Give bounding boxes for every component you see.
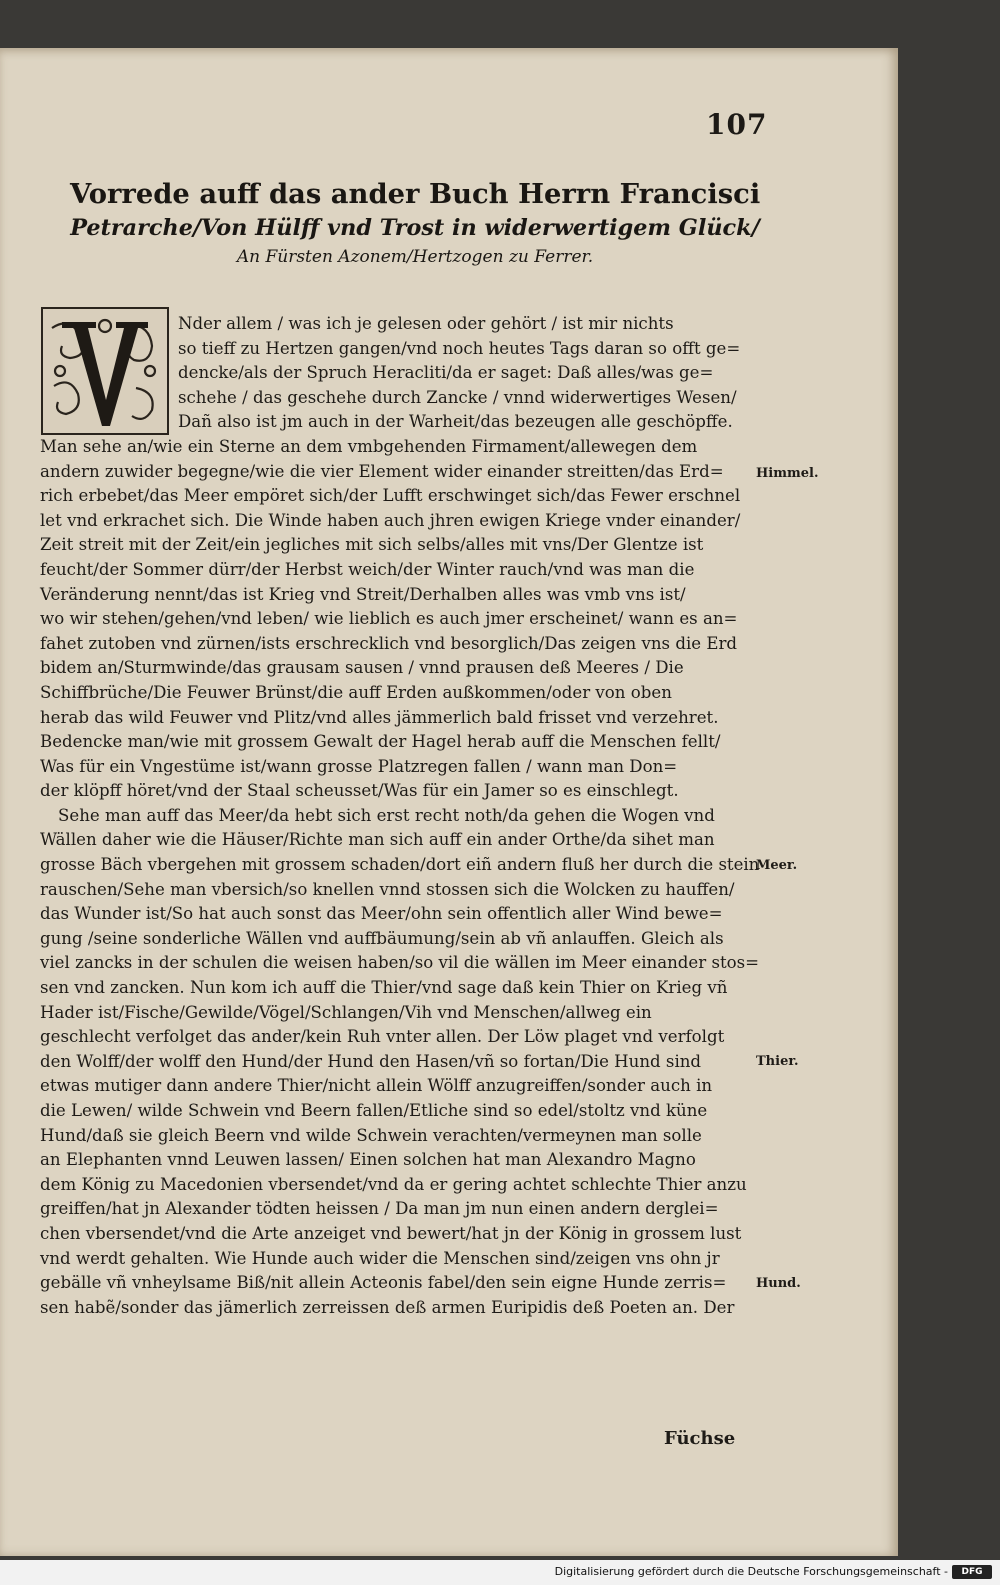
catchword: Füchse (664, 1428, 736, 1449)
footer-bar (0, 1560, 1000, 1585)
heading-line-1: Vorrede auff das ander Buch Herrn Francisci (70, 178, 761, 210)
text-line: andern zuwider begegne/wie die vier Element wider einander streitten/das Erd= (40, 461, 724, 481)
text-line: Man sehe an/wie ein Sterne an dem vmbgehenden Firmament/allewegen dem (40, 436, 698, 456)
page-number: 107 (706, 108, 768, 141)
text-line: greiffen/hat jn Alexander tödten heissen / Da man jm nun einen andern derglei= (40, 1199, 719, 1219)
text-line: fahet zutoben vnd zürnen/ists erschrecklich vnd besorglich/Das zeigen vns die Erd (40, 633, 738, 653)
text-line: gebälle vñ vnheylsame Biß/nit allein Acteonis fabel/den sein eigne Hunde zerris= (40, 1273, 727, 1293)
text-line: sen vnd zancken. Nun kom ich auff die Thier/vnd sage daß kein Thier on Krieg vñ (40, 978, 728, 998)
chapter-heading (70, 176, 760, 270)
text-line: let vnd erkrachet sich. Die Winde haben auch jhren ewigen Kriege vnder einander/ (40, 510, 741, 530)
text-line: das Wunder ist/So hat auch sonst das Meer/ohn sein offentlich aller Wind bewe= (40, 904, 723, 924)
body-text (40, 312, 760, 1320)
text-line: den Wolff/der wolff den Hund/der Hund den Hasen/vñ so fortan/Die Hund sind (40, 1051, 702, 1071)
text-line: Hader ist/Fische/Gewilde/Vögel/Schlangen/Vih vnd Menschen/allweg ein (40, 1002, 652, 1022)
margin-note-himmel: Himmel. (756, 466, 819, 481)
text-line: Dañ also ist jm auch in der Warheit/das bezeugen alle geschöpffe. (178, 412, 733, 432)
text-line: Zeit streit mit der Zeit/ein jegliches mit sich selbs/alles mit vns/Der Glentze ist (40, 535, 704, 555)
text-line: die Lewen/ wilde Schwein vnd Beern fallen/Etliche sind so edel/stoltz vnd küne (40, 1101, 708, 1120)
margin-note-thier: Thier. (756, 1054, 799, 1069)
text-line: rauschen/Sehe man vbersich/so knellen vnnd stossen sich die Wolcken zu hauffen/ (40, 879, 735, 899)
text-line: der klöpff höret/vnd der Staal scheusset/Was für ein Jamer so es einschlegt. (40, 781, 679, 801)
text-line: sen habẽ/sonder das jämerlich zerreissen deß armen Euripidis deß Poeten an. Der (40, 1297, 735, 1317)
text-line: an Elephanten vnnd Leuwen lassen/ Einen solchen hat man Alexandro Magno (40, 1150, 696, 1170)
text-line: viel zancks in der schulen die weisen haben/so vil die wällen im Meer einander stos= (40, 953, 760, 973)
text-line: so tieff zu Hertzen gangen/vnd noch heutes Tags daran so offt ge= (178, 338, 741, 358)
text-line: Nder allem / was ich je gelesen oder gehört / ist mir nichts (178, 314, 674, 333)
text-line: Sehe man auff das Meer/da hebt sich erst recht noth/da gehen die Wogen vnd (58, 805, 715, 825)
text-line: bidem an/Sturmwinde/das grausam sausen / vnnd prausen deß Meeres / Die (40, 658, 684, 678)
heading-line-2: Petrarche/Von Hülff vnd Trost in widerwertigem Glück/ (70, 215, 760, 241)
decorated-initial-v (40, 306, 170, 436)
text-line: rich erbebet/das Meer empöret sich/der Lufft erschwinget sich/das Fewer erschnel (40, 486, 741, 506)
text-line: wo wir stehen/gehen/vnd leben/ wie lieblich es auch jmer erscheinet/ wann es an= (40, 609, 738, 629)
text-line: dem König zu Macedonien vbersendet/vnd da er gering achtet schlechte Thier anzu (40, 1174, 747, 1194)
dfg-logo: DFG (952, 1565, 992, 1579)
text-line: vnd werdt gehalten. Wie Hunde auch wider die Menschen sind/zeigen vns ohn jr (40, 1248, 720, 1268)
text-line: Veränderung nennt/das ist Krieg vnd Streit/Derhalben alles was vmb vns ist/ (40, 584, 686, 604)
text-line: feucht/der Sommer dürr/der Herbst weich/der Winter rauch/vnd was man die (40, 559, 695, 579)
text-line: grosse Bäch vbergehen mit grossem schaden/dort eiñ andern fluß her durch die stein (40, 855, 760, 875)
heading-line-3: An Fürsten Azonem/Hertzogen zu Ferrer. (236, 247, 594, 267)
funding-notice: Digitalisierung gefördert durch die Deutsche Forschungsgemeinschaft - (554, 1565, 948, 1578)
text-line: Wällen daher wie die Häuser/Richte man sich auff ein ander Orthe/da sihet man (40, 830, 715, 850)
text-line: gung /seine sonderliche Wällen vnd auffbäumung/sein ab vñ anlauffen. Gleich als (40, 928, 724, 948)
margin-note-meer: Meer. (756, 858, 798, 873)
text-line: Hund/daß sie gleich Beern vnd wilde Schwein verachten/vermeynen man solle (40, 1125, 702, 1145)
text-line: etwas mutiger dann andere Thier/nicht allein Wölff anzugreiffen/sonder auch in (40, 1076, 713, 1096)
text-line: dencke/als der Spruch Heracliti/da er saget: Daß alles/was ge= (178, 363, 714, 383)
text-line: geschlecht verfolget das ander/kein Ruh vnter allen. Der Löw plaget vnd verfolgt (40, 1027, 725, 1047)
text-line: chen vbersendet/vnd die Arte anzeiget vnd bewert/hat jn der König in grossem lust (40, 1223, 742, 1243)
text-line: Was für ein Vngestüme ist/wann grosse Platzregen fallen / wann man Don= (40, 756, 678, 776)
margin-note-hund: Hund. (756, 1276, 801, 1291)
text-line: schehe / das geschehe durch Zancke / vnnd widerwertiges Wesen/ (178, 387, 737, 407)
text-line: Schiffbrüche/Die Feuwer Brünst/die auff Erden außkommen/oder von oben (40, 682, 672, 702)
text-line: herab das wild Feuwer vnd Plitz/vnd alles jämmerlich bald frisset vnd verzehret. (40, 707, 719, 727)
book-page (0, 48, 898, 1556)
text-line: Bedencke man/wie mit grossem Gewalt der Hagel herab auff die Menschen fellt/ (40, 732, 721, 752)
